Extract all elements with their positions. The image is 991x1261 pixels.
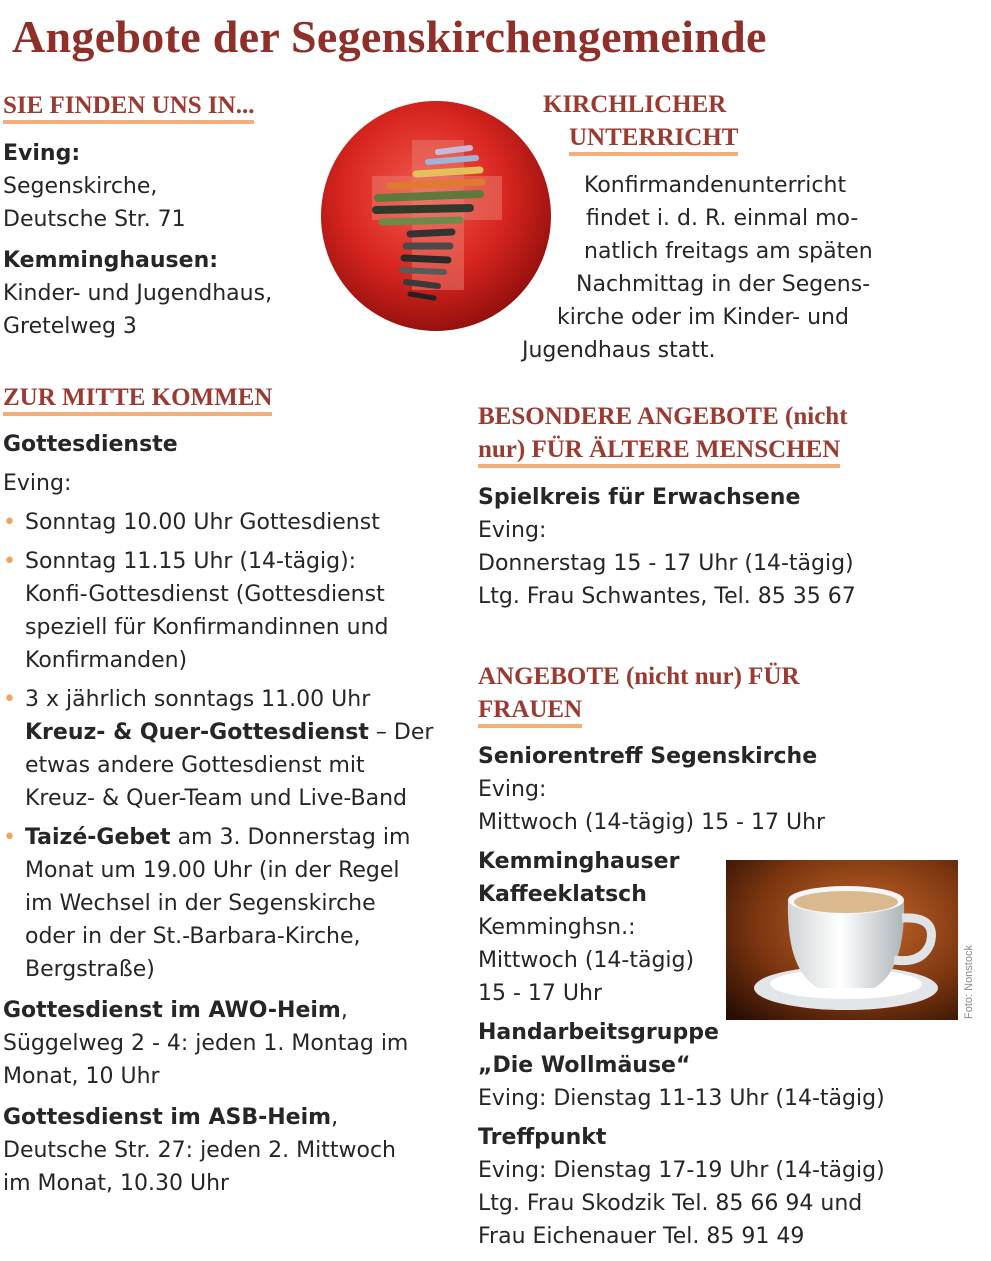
spielkreis-title: Spielkreis für Erwachsene [478,485,801,510]
list-item: • Taizé-Gebet am 3. Donnerstag im Monat um 19.00 Uhr (in der Regel im Wechsel in der Segenskirche oder in der St.-Barbara-Kirche, Bergstraße) [3,821,473,986]
gottesdienste-block: Gottesdienste Eving: • Sonntag 10.00 Uhr Gottesdienst • Sonntag 11.15 Uhr (14-tägig): Konfi-Gottesdienst (Gottesdienst speziell für Konfirmandinnen und Konfirmanden) • 3 x jährlich sonntags 11.00 Uhr Kreuz- & Quer-Gottesdienst – Der etwas andere Gottesdienst mit Kreuz- & Quer-Team und Live-Band • Taizé-Gebet am 3. Donnerstag im Monat um 19.00 Uhr (in der Regel im Wechsel in der Segenskirche oder in der St.-Barbara-Kirche, Bergstraße) Gottesdienst im AWO-Heim, Süggelweg 2 - 4: jeden 1. Montag im Monat, 10 Uhr Gottesdienst im ASB-Heim, Deutsche Str. 27: jeden 2. Mittwoch im Monat, 10.30 Uhr [3,428,473,1200]
treffpunkt-title: Treffpunkt [478,1125,607,1150]
spielkreis-block: Spielkreis für Erwachsene Eving: Donnerstag 15 - 17 Uhr (14-tägig) Ltg. Frau Schwantes, Tel. 85 35 67 [478,481,856,613]
kemminghausen-line2: Gretelweg 3 [3,314,137,339]
eving-line1: Segenskirche, [3,174,158,199]
frauen-block: Seniorentreff Segenskirche Eving: Mittwoch (14-tägig) 15 - 17 Uhr Kemminghauser Kaffeeklatsch Kemminghsn.: Mittwoch (14-tägig) 15 - 17 Uhr Handarbeitsgruppe „Die Wollmäuse“ Eving: Dienstag 11-13 Uhr (14-tägig) Treffpunkt Eving: Dienstag 17-19 Uhr (14-tägig) Ltg. Frau Skodzik Tel. 85 66 94 und Frau Eichenauer Tel. 85 91 49 [478,740,978,1253]
find-us-block [3,137,272,343]
page-title: Angebote der Segenskirchengemeinde [12,11,767,62]
mitte-eving-label: Eving: [3,471,72,496]
coffee-cup-image [726,860,958,1020]
list-item: • Sonntag 11.15 Uhr (14-tägig): Konfi-Gottesdienst (Gottesdienst speziell für Konfirmandinnen und Konfirmanden) [3,545,473,677]
eving-line2: Deutsche Str. 71 [3,207,186,232]
awo-title: Gottesdienst im AWO-Heim [3,998,341,1023]
handarbeit-title: Handarbeitsgruppe [478,1020,719,1045]
seniorentreff-title: Seniorentreff Segenskirche [478,744,818,769]
asb-title: Gottesdienst im ASB-Heim [3,1105,332,1130]
frauen-heading: ANGEBOTE (nicht nur) FÜR FRAUEN [478,660,800,726]
unterricht-heading: KIRCHLICHER UNTERRICHT [543,88,738,154]
list-item: • Sonntag 10.00 Uhr Gottesdienst [3,506,473,539]
bullet-icon: • [3,825,16,850]
mitte-heading: ZUR MITTE KOMMEN [3,381,272,414]
gottesdienste-subheading: Gottesdienste [3,432,178,457]
bullet-icon: • [3,510,16,535]
list-item: • 3 x jährlich sonntags 11.00 Uhr Kreuz- & Quer-Gottesdienst – Der etwas andere Gottesdienst mit Kreuz- & Quer-Team und Live-Band [3,683,473,815]
photo-credit: Foto: Nonstock [963,945,975,1019]
kemminghausen-line1: Kinder- und Jugendhaus, [3,281,273,306]
eving-label: Eving: [3,141,81,166]
bullet-icon: • [3,687,16,712]
bullet-icon: • [3,549,16,574]
kemminghausen-label: Kemminghausen: [3,248,219,273]
kaffeeklatsch-title: Kemminghauser [478,849,680,874]
find-us-heading: SIE FINDEN UNS IN... [3,89,254,122]
aeltere-heading: BESONDERE ANGEBOTE (nicht nur) FÜR ÄLTERE MENSCHEN [478,400,848,466]
unterricht-text: Konfirmandenunterricht findet i. d. R. einmal mo- natlich freitags am späten Nachmittag in der Segens- kirche oder im Kinder- und Jugendhaus statt. [522,173,873,363]
